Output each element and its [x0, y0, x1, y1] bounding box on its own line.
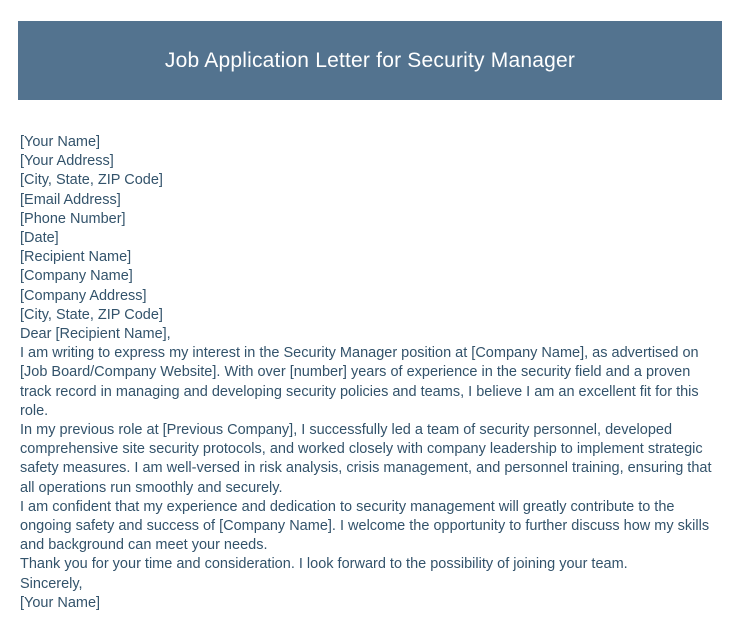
letter-paragraph-2: In my previous role at [Previous Company], I successfully led a team of security personnel, developed comprehensive site security protocols, and worked closely with company leadership to implement strategic safety measures. I am well-versed in risk analysis, crisis management, and personnel training, ensuring that all operations run smoothly and securely. [20, 422, 712, 496]
closing: Sincerely, [20, 575, 83, 592]
letter-body [20, 133, 720, 613]
sender-city-line: [City, State, ZIP Code] [20, 172, 163, 189]
sender-name-line: [Your Name] [20, 134, 101, 150]
document-header-banner [18, 21, 722, 100]
sender-email-line: [Email Address] [20, 191, 121, 208]
letter-paragraph-1: I am writing to express my interest in the Security Manager position at [Company Name], as advertised on [Job Board/Company Website]. With over [number] years of experience in the security field and a proven track record in managing and developing security policies and teams, I believe I am an excellent fit for this role. [20, 345, 699, 419]
recipient-address-line: [Company Address] [20, 287, 147, 304]
sender-phone-line: [Phone Number] [20, 210, 126, 227]
recipient-name-line: [Recipient Name] [20, 249, 132, 266]
sender-address-line: [Your Address] [20, 153, 114, 170]
page-title: Job Application Letter for Security Manager [164, 48, 576, 72]
recipient-city-line: [City, State, ZIP Code] [20, 306, 163, 323]
date-line: [Date] [20, 230, 59, 247]
letter-paragraph-4: Thank you for your time and consideration. I look forward to the possibility of joining your team. [20, 556, 628, 573]
recipient-company-line: [Company Name] [20, 268, 133, 285]
salutation: Dear [Recipient Name], [20, 326, 171, 343]
signature-name: [Your Name] [20, 594, 101, 611]
letter-paragraph-3: I am confident that my experience and dedication to security management will greatly contribute to the ongoing safety and success of [Company Name]. I welcome the opportunity to further discuss how my skills and background can meet your needs. [20, 498, 710, 554]
